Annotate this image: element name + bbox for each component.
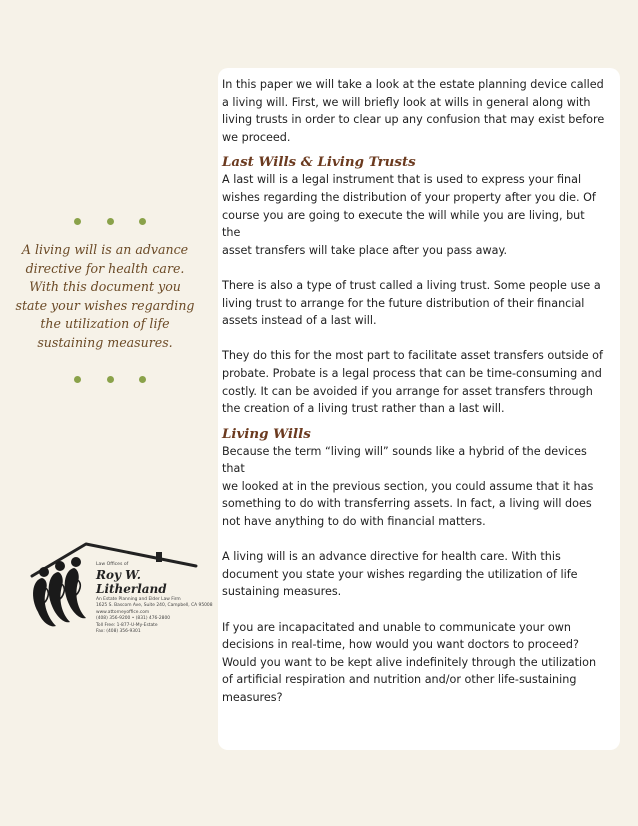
- text-line: not have anything to do with financial matters.: [222, 515, 486, 529]
- text-line: something to do with transferring assets. In fact, a living will does: [222, 497, 592, 511]
- pull-quote-line: directive for health care.: [25, 260, 185, 276]
- section-heading-living-wills: Living Wills: [222, 425, 311, 442]
- dot-icon: [107, 218, 114, 225]
- dot-icon: [107, 376, 114, 383]
- text-line: A last will is a legal instrument that is used to express your final: [222, 173, 582, 187]
- paragraph-gap: [222, 330, 606, 348]
- pull-quote-line: sustaining measures.: [37, 334, 173, 350]
- paragraph-gap: [222, 259, 606, 277]
- text-line: living trusts in order to clear up any confusion that may exist before: [222, 113, 605, 127]
- text-line: Because the term “living will” sounds like a hybrid of the devices that: [222, 444, 587, 476]
- paragraph-gap: [222, 601, 606, 619]
- text-line: living trust to arrange for the future distribution of their financial: [222, 296, 585, 310]
- dot-icon: [74, 376, 81, 383]
- text-line: a living will. First, we will briefly look at wills in general along with: [222, 95, 591, 109]
- text-line: assets instead of a last will.: [222, 314, 377, 328]
- section2-paragraph-1: [222, 443, 606, 531]
- logo-line: 1625 S. Bascom Ave, Suite 240, Campbell, CA 95008: [96, 603, 213, 609]
- logo-line: (408) 356-9200 • (831) 476-2800: [96, 616, 171, 622]
- text-line: Would you want to be kept alive indefinitely through the utilization: [222, 655, 597, 669]
- pull-quote-line: A living will is an advance: [21, 242, 189, 257]
- text-line: document you state your wishes regarding the utilization of life: [222, 567, 578, 581]
- dot-icon: [74, 218, 81, 225]
- text-line: sustaining measures.: [222, 585, 342, 599]
- paragraph-gap: [222, 531, 606, 549]
- text-line: the creation of a living trust rather than a last will.: [222, 402, 505, 416]
- dot-icon: [139, 218, 146, 225]
- text-line: we looked at in the previous section, you could assume that it has: [222, 479, 594, 493]
- text-line: decisions in real-time, how would you want doctors to proceed?: [222, 638, 579, 652]
- text-line: asset transfers will take place after you pass away.: [222, 243, 508, 257]
- sidebar: [0, 0, 213, 826]
- text-line: we proceed.: [222, 130, 291, 144]
- decorative-dots-bottom: [60, 376, 160, 383]
- text-line: A living will is an advance directive for health care. With this: [222, 550, 561, 564]
- text-line: In this paper we will take a look at the estate planning device called: [222, 78, 604, 91]
- section-heading-last-wills: Last Wills & Living Trusts: [222, 154, 416, 171]
- section2-paragraph-2: [222, 548, 606, 601]
- text-line: There is also a type of trust called a living trust. Some people use a: [222, 278, 601, 292]
- logo-line: An Estate Planning and Elder Law Firm: [96, 597, 181, 602]
- logo-text: [96, 562, 213, 635]
- logo-line: www.attorneyoffice.com: [96, 609, 150, 615]
- text-line: wishes regarding the distribution of your property after you die. Of: [222, 190, 596, 204]
- logo-line: Fax: (408) 356-9301: [96, 629, 141, 635]
- pull-quote-line: state your wishes regarding: [15, 297, 195, 313]
- pull-quote: [0, 241, 210, 353]
- logo-firm-prefix: Law Offices of: [96, 562, 129, 567]
- section1-paragraph-2: [222, 277, 606, 330]
- section2-paragraph-3: [222, 619, 606, 707]
- text-line: of artificial respiration and nutrition and/or other life-sustaining: [222, 673, 577, 687]
- text-line: course you are going to execute the will while you are living, but the: [222, 208, 585, 240]
- article-panel: [218, 68, 620, 750]
- pull-quote-line: With this document you: [29, 279, 181, 295]
- text-line: If you are incapacitated and unable to communicate your own: [222, 620, 571, 634]
- text-line: They do this for the most part to facilitate asset transfers outside of: [222, 349, 603, 363]
- section1-paragraph-3: [222, 347, 606, 417]
- decorative-dots-top: [60, 218, 160, 225]
- logo-name: Roy W. Litherland: [96, 568, 167, 596]
- pull-quote-line: the utilization of life: [40, 316, 170, 332]
- section1-paragraph-1: [222, 171, 606, 259]
- text-line: measures?: [222, 691, 283, 704]
- intro-paragraph: [222, 76, 606, 146]
- dot-icon: [139, 376, 146, 383]
- text-line: costly. It can be avoided if you arrange for asset transfers through: [222, 384, 593, 398]
- text-line: probate. Probate is a legal process that can be time-consuming and: [222, 366, 602, 380]
- logo-line: Toll Free: 1-877-U-My-Estate: [96, 622, 158, 628]
